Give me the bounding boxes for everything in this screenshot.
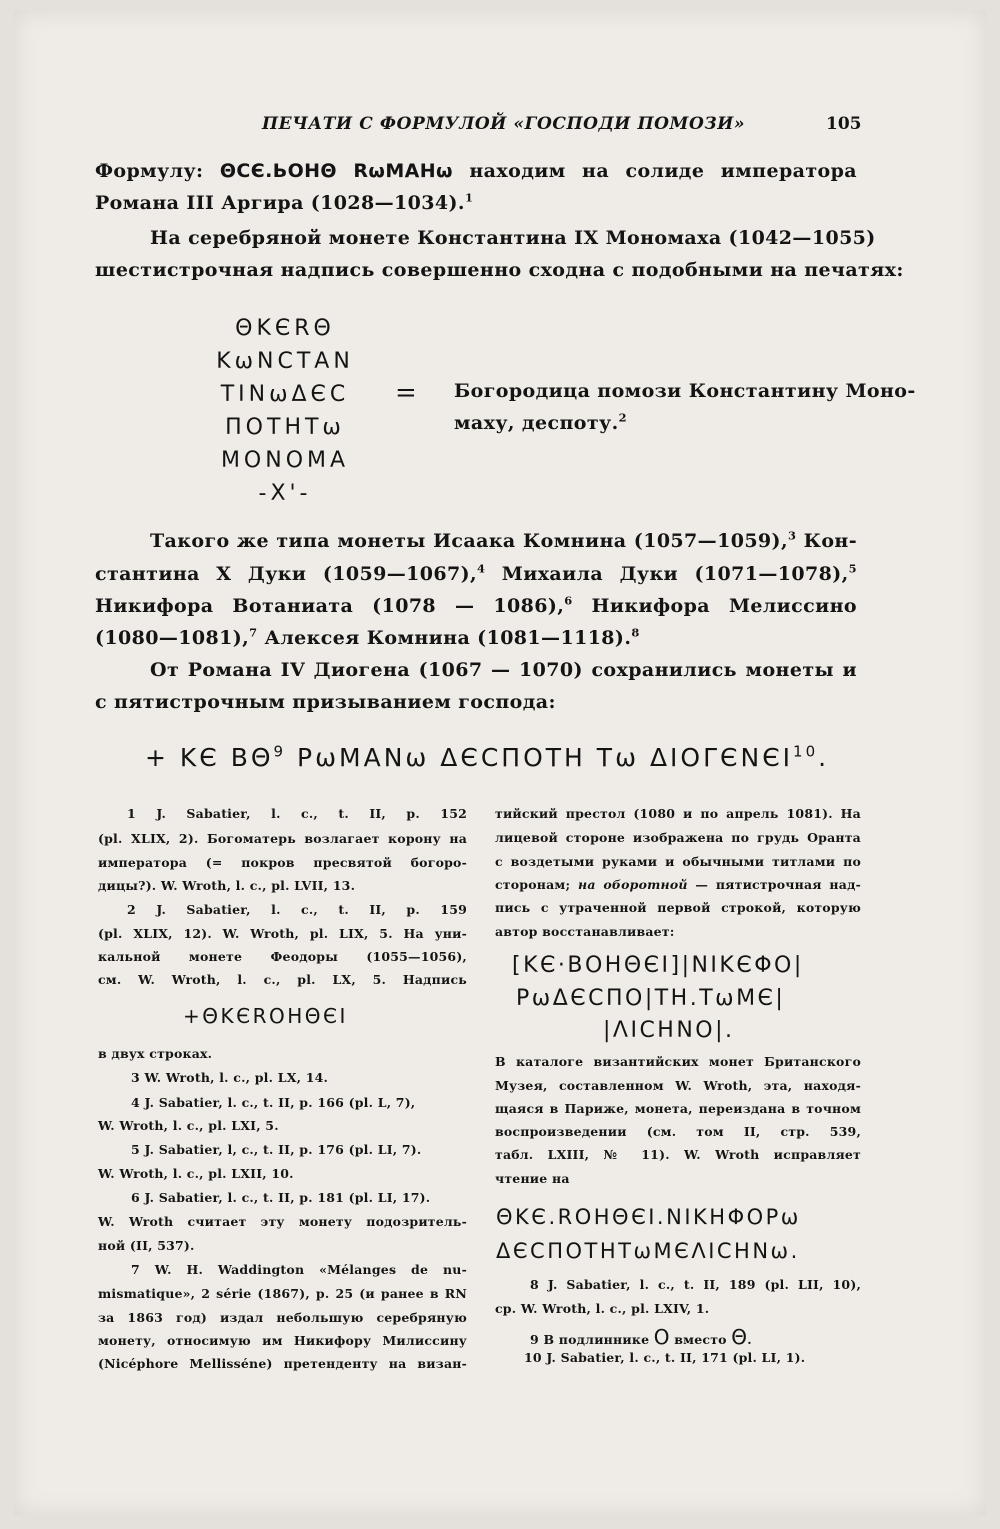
- nikephoros-inscription-line: ΡωΔЄCΠΟ|ΤΗ.ΤωΜЄ|: [516, 986, 786, 1011]
- footnote-7-cont-line: лицевой стороне изображена по грудь Оранта: [495, 830, 861, 845]
- footnote-7-cont-line: с воздетыми руками и обычными титлами по: [495, 854, 861, 869]
- footnote-ref: 2: [618, 410, 627, 425]
- text-span: Романа III Аргира (1028—1034).: [95, 192, 465, 214]
- text-span: Кон-: [796, 530, 857, 552]
- translation-line-1: Богородица помози Константину Моно-: [454, 380, 916, 402]
- footnote-4-line: W. Wroth, l. c., pl. LXI, 5.: [98, 1118, 279, 1133]
- footnote-1-line: (pl. XLIX, 2). Богоматерь возлагает корону на: [98, 831, 467, 846]
- footnote-7-cont-line: [495, 877, 861, 892]
- text-span: Михаила Дуки (1071—1078),: [485, 563, 849, 585]
- footnote-7-cont-line: воспроизведении (см. том II, стр. 539,: [495, 1124, 861, 1139]
- inscription-rest: ΡωΜΑΝω ΔЄCΠΟΤΗ Τω ΔΙΟΓЄΝЄΙ: [286, 743, 794, 772]
- footnote-1-line: императора (= покров пресвятой богоро-: [98, 855, 467, 870]
- footnote-1-line: дицы?). W. Wroth, l. c., pl. LVII, 13.: [98, 878, 356, 893]
- footnote-ref: 6: [564, 593, 573, 608]
- footnote-7-cont-line: автор восстанавливает:: [495, 924, 675, 939]
- paragraph-3-line-1: [150, 530, 857, 552]
- diogenes-inscription: [145, 743, 829, 772]
- footnote-10: 10 J. Sabatier, l. c., t. II, 171 (pl. LI, 1).: [524, 1350, 806, 1365]
- inscription-line: -Χ'-: [258, 481, 312, 506]
- inscription-line: ΜΟΝΟΜΑ: [220, 448, 350, 473]
- footnote-ref: 8: [631, 625, 640, 640]
- footnote-2-line: (pl. XLIX, 12). W. Wroth, pl. LIX, 5. На уни-: [98, 926, 467, 941]
- footnote-7-cont-line: тийский престол (1080 и по апрель 1081). На: [495, 806, 861, 821]
- inscription-line: ΠΟΤΗΤω: [225, 415, 345, 440]
- paragraph-1-line-2: [95, 192, 473, 214]
- footnote-5-line: W. Wroth, l. c., pl. LXII, 10.: [98, 1166, 294, 1181]
- inscription-line: ΚωΝCΤΑΝ: [216, 349, 354, 374]
- footnote-6-line: 6 J. Sabatier, l. c., t. II, p. 181 (pl. LI, 17).: [131, 1190, 431, 1205]
- footnote-1-line: 1 J. Sabatier, l. c., t. II, p. 152: [127, 806, 467, 821]
- text-span: — пятистрочная над-: [687, 877, 861, 892]
- text-span: Такого же типа монеты Исаака Комнина (1057—1059),: [150, 530, 788, 552]
- text-span: 9 В подлиннике: [530, 1332, 654, 1347]
- footnote-8-line: 8 J. Sabatier, l. c., t. II, 189 (pl. LII, 10),: [530, 1277, 861, 1292]
- footnote-ref: 5: [848, 561, 857, 576]
- footnote-2-line: 2 J. Sabatier, l. c., t. II, p. 159: [127, 902, 467, 917]
- paragraph-3-line-2: [95, 563, 857, 585]
- footnote-7-cont-line: Музея, составленном W. Wroth, эта, находя-: [495, 1078, 861, 1093]
- footnote-7-line: mismatique», 2 série (1867), p. 25 (и ранее в RN: [98, 1286, 467, 1301]
- omicron-letter: Ο: [653, 1325, 670, 1349]
- footnote-7-line: 7 W. H. Waddington «Mélanges de nu-: [131, 1262, 467, 1277]
- footnote-6-line: W. Wroth считает эту монету подозритель-: [98, 1214, 467, 1229]
- footnote-3: 3 W. Wroth, l. c., pl. LX, 14.: [131, 1070, 329, 1085]
- footnote-5-line: 5 J. Sabatier, l, c., t. II, p. 176 (pl. LI, 7).: [131, 1142, 422, 1157]
- translation-line-2: [454, 412, 627, 434]
- footnote-9: [530, 1325, 752, 1349]
- text-span: (1080—1081),: [95, 627, 250, 649]
- paragraph-4-line-1: От Романа IV Диогена (1067 — 1070) сохранились монеты и: [150, 659, 857, 681]
- paragraph-2-line-2: шестистрочная надпись совершенно сходна с подобными на печатях:: [95, 259, 904, 281]
- nikephoros-inscription-line: [ΚЄ·ΒΟΗΘЄΙ]|ΝΙΚЄΦΟ|: [512, 953, 804, 978]
- equals-sign: =: [395, 378, 417, 408]
- footnote-7-cont-line: пись с утраченной первой строкой, которую: [495, 900, 861, 915]
- italic-span: на оборотной: [578, 877, 688, 892]
- footnote-6-line: ной (II, 537).: [98, 1238, 195, 1253]
- text-span: .: [747, 1332, 752, 1347]
- nikephoros-inscription-line: |ΛΙCΗΝΟ|.: [603, 1018, 735, 1043]
- footnote-7-cont-line: щаяся в Париже, монета, переиздана в точном: [495, 1101, 861, 1116]
- footnote-ref: 4: [476, 561, 486, 576]
- footnote-7-cont-line: табл. LXIII, № 11). W. Wroth исправляет: [495, 1147, 861, 1162]
- wroth-reading-line: ΘΚЄ.ROΗΘЄΙ.ΝΙΚΗΦΟΡω: [496, 1205, 801, 1229]
- text-span: Алексея Комнина (1081—1118).: [257, 627, 632, 649]
- footnote-4-line: 4 J. Sabatier, l. c., t. II, p. 166 (pl. L, 7),: [131, 1095, 416, 1110]
- running-title: ПЕЧАТИ С ФОРМУЛОЙ «ГОСПОДИ ПОМОЗИ»: [262, 114, 746, 134]
- footnote-2-line: в двух строках.: [98, 1046, 213, 1061]
- text-span: находим на солиде императора: [452, 160, 857, 182]
- footnote-ref: 9: [273, 742, 287, 761]
- inscription-line: ΤΙΝωΔЄC: [220, 382, 350, 407]
- theta-letter: Θ: [731, 1325, 748, 1349]
- coin-inscription-block: [190, 312, 380, 510]
- footnote-7-cont-line: В каталоге византийских монет Британского: [495, 1054, 861, 1069]
- footnote-ref: 7: [249, 625, 258, 640]
- footnote-2-line: см. W. Wroth, l. c., pl. LX, 5. Надпись: [98, 972, 467, 987]
- page-number: 105: [826, 114, 862, 134]
- inscription-line: ΘΚЄRΘ: [235, 316, 335, 341]
- footnote-7-line: монету, относимую им Никифору Милиссину: [98, 1333, 467, 1348]
- paragraph-1-line-1: [95, 160, 857, 182]
- text-span: стантина X Дуки (1059—1067),: [95, 563, 477, 585]
- wroth-reading-line: ΔЄCΠΟΤΗΤωΜЄΛΙCΗΝω.: [496, 1239, 800, 1263]
- paragraph-3-line-4: [95, 627, 640, 649]
- text-span: Никифора Вотаниата (1078 — 1086),: [95, 595, 565, 617]
- text-span: Формулу:: [95, 160, 220, 182]
- text-span: сторонам;: [495, 877, 579, 892]
- footnote-ref: 3: [787, 528, 797, 543]
- text-span: маху, деспоту.: [454, 412, 619, 434]
- footnote-2-line: кальной монете Феодоры (1055—1056),: [98, 949, 467, 964]
- footnote-7-line: за 1863 год) издал небольшую серебряную: [98, 1310, 467, 1325]
- footnote-7-cont-line: чтение на: [495, 1171, 570, 1186]
- footnote-ref: 1: [464, 190, 474, 205]
- footnote-ref: 10: [793, 742, 819, 761]
- text-span: Никифора Мелиссино: [572, 595, 857, 617]
- footnote-7-line: (Nicéphore Mellisséne) претенденту на визан-: [98, 1356, 467, 1371]
- feodora-inscription: +ΘΚЄRΟΗΘЄΙ: [183, 1004, 348, 1028]
- text-span: вместо: [669, 1332, 732, 1347]
- footnote-8-line: ср. W. Wroth, l. c., pl. LXIV, 1.: [495, 1301, 710, 1316]
- greek-inscription: ΘCЄ.ЬOHΘ RωΜΑΗω: [219, 160, 453, 182]
- paragraph-3-line-3: [95, 595, 857, 617]
- inscription-end: .: [818, 743, 830, 772]
- inscription-start: + ΚЄ ΒΘ: [145, 743, 274, 772]
- paragraph-4-line-2: с пятистрочным призыванием господа:: [95, 691, 556, 713]
- paragraph-2-line-1: На серебряной монете Константина IX Мономаха (1042—1055): [150, 227, 876, 249]
